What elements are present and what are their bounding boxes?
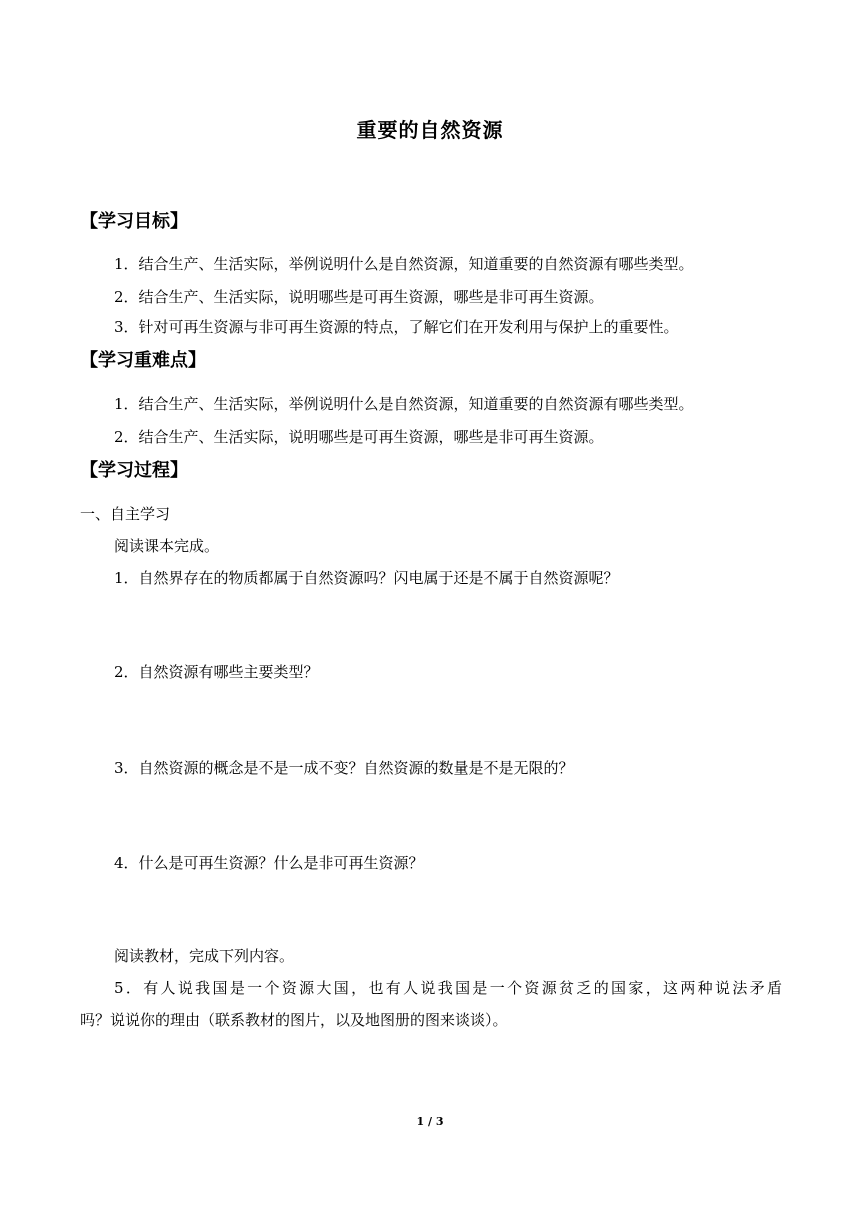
objective-item-1: 1．结合生产、生活实际，举例说明什么是自然资源，知道重要的自然资源有哪些类型。 (114, 255, 694, 273)
question-2: 2．自然资源有哪些主要类型？ (114, 663, 319, 681)
key-point-item-1: 1．结合生产、生活实际，举例说明什么是自然资源，知道重要的自然资源有哪些类型。 (114, 395, 694, 413)
question-4: 4．什么是可再生资源？什么是非可再生资源？ (114, 854, 424, 872)
question-3: 3．自然资源的概念是不是一成不变？自然资源的数量是不是无限的？ (114, 759, 574, 777)
document-title: 重要的自然资源 (356, 118, 504, 142)
part1-title: 一、自主学习 (80, 505, 171, 523)
reading-instruction-2: 阅读教材，完成下列内容。 (114, 947, 295, 965)
key-points-heading: 【学习重难点】 (80, 350, 206, 371)
question-5-line-2: 吗？说说你的理由（联系教材的图片，以及地图册的图来谈谈）。 (80, 1011, 508, 1029)
page-number: 1 / 3 (416, 1115, 444, 1128)
question-5-line-1: 5．有人说我国是一个资源大国，也有人说我国是一个资源贫乏的国家，这两种说法矛盾 (114, 979, 782, 997)
objectives-heading: 【学习目标】 (80, 211, 188, 232)
objective-item-2: 2．结合生产、生活实际，说明哪些是可再生资源，哪些是非可再生资源。 (114, 288, 604, 306)
question-1: 1．自然界存在的物质都属于自然资源吗？闪电属于还是不属于自然资源呢？ (114, 569, 619, 587)
process-heading: 【学习过程】 (80, 460, 188, 481)
reading-instruction-1: 阅读课本完成。 (114, 537, 220, 555)
key-point-item-2: 2．结合生产、生活实际，说明哪些是可再生资源，哪些是非可再生资源。 (114, 428, 604, 446)
objective-item-3: 3．针对可再生资源与非可再生资源的特点，了解它们在开发利用与保护上的重要性。 (114, 318, 679, 336)
